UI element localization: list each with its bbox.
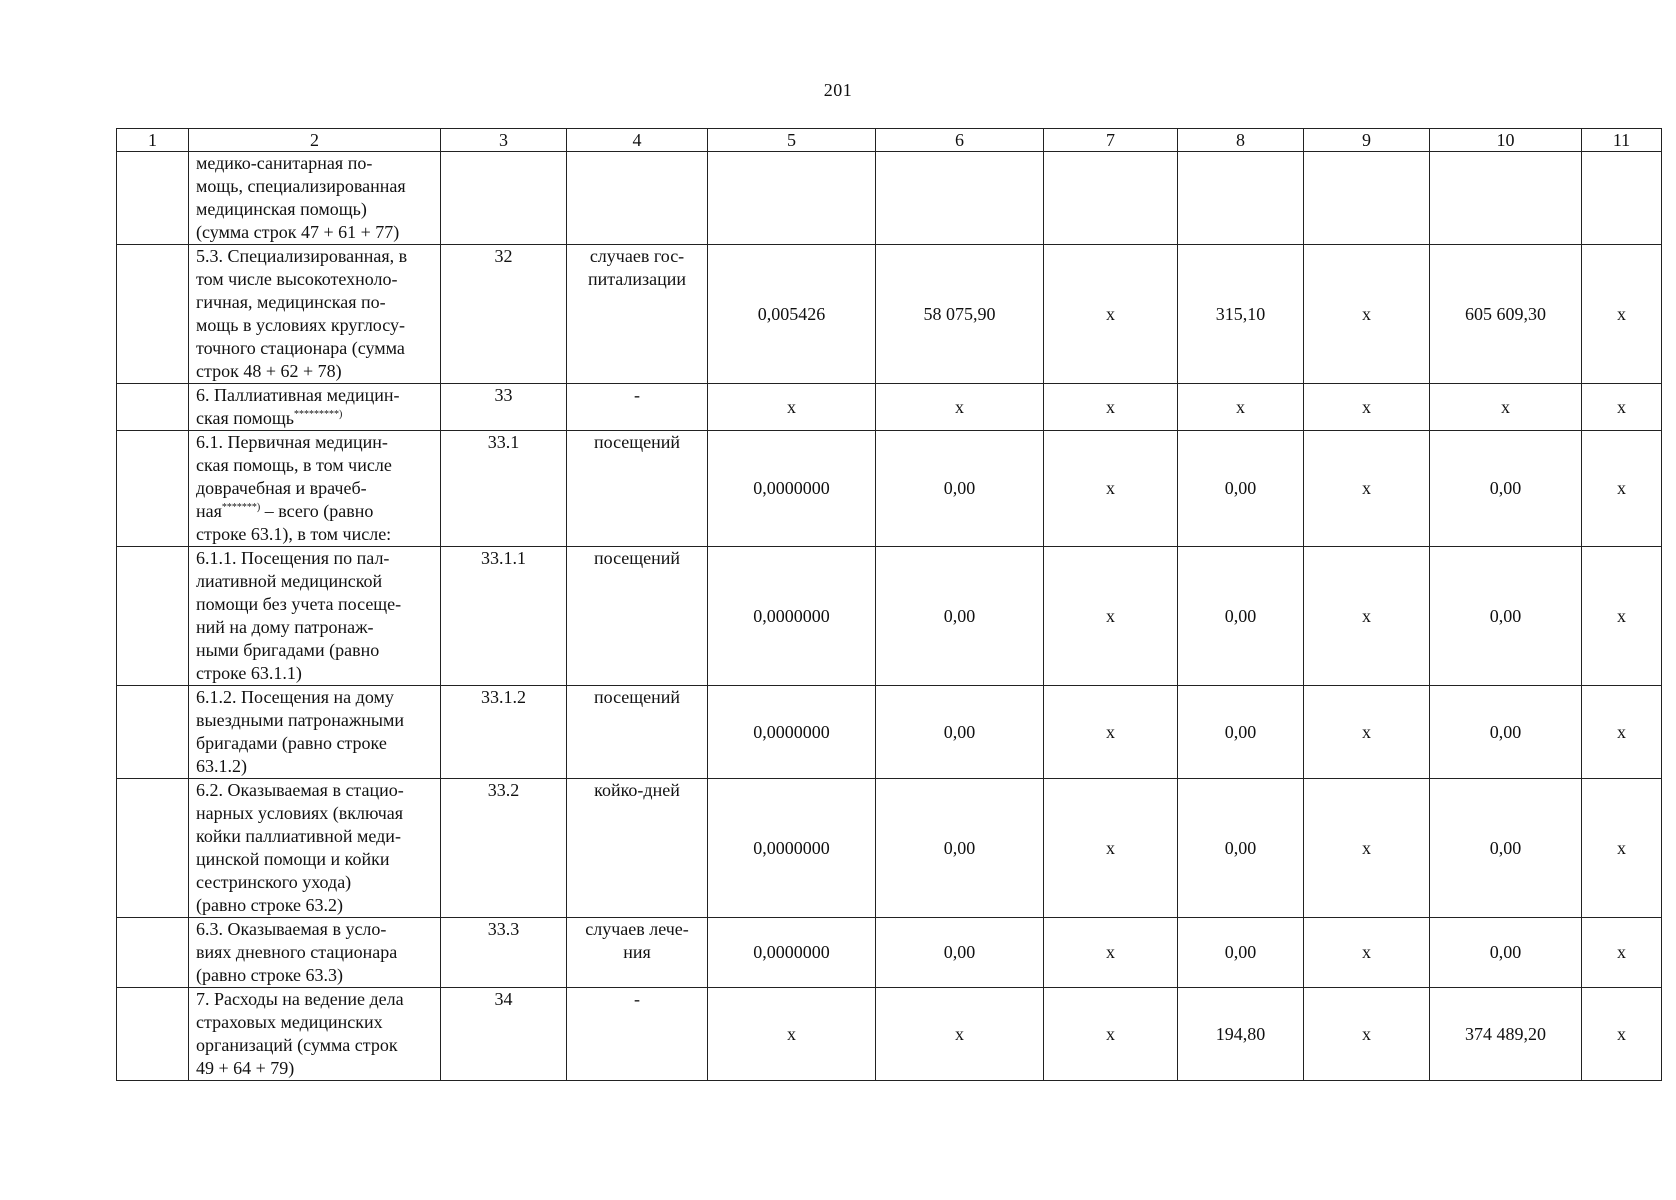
value-cell-9: х (1304, 988, 1430, 1081)
row-unit-cell: случаев лече- ния (567, 918, 708, 988)
column-header: 3 (441, 129, 567, 152)
value-cell-10: 0,00 (1430, 779, 1582, 918)
row-unit-cell: койко-дней (567, 779, 708, 918)
row-name-cell: 6.1.2. Посещения на дому выездными патронажными бригадами (равно строке 63.1.2) (189, 686, 441, 779)
value-cell-9: х (1304, 779, 1430, 918)
row-unit-cell: - (567, 384, 708, 431)
table-row (117, 431, 1662, 547)
row-number-cell (117, 384, 189, 431)
value-cell-7: х (1044, 384, 1178, 431)
value-cell-7: х (1044, 547, 1178, 686)
row-name-cell: медико-санитарная по- мощь, специализированная медицинская помощь) (сумма строк 47 + 61 + 77) (189, 152, 441, 245)
row-code-cell: 33.2 (441, 779, 567, 918)
value-cell-11: х (1582, 686, 1662, 779)
value-cell-7: х (1044, 988, 1178, 1081)
column-header: 2 (189, 129, 441, 152)
table-row (117, 384, 1662, 431)
table-row (117, 779, 1662, 918)
row-name-cell: 6.2. Оказываемая в стацио- нарных условиях (включая койки паллиативной меди- цинской помощи и койки сестринского ухода) (равно строке 63.2) (189, 779, 441, 918)
value-cell-10: 0,00 (1430, 547, 1582, 686)
table-row (117, 547, 1662, 686)
value-cell-5: 0,0000000 (708, 779, 876, 918)
footnote-marker: *********) (293, 409, 343, 420)
value-cell-11: х (1582, 245, 1662, 384)
table-header-row (117, 129, 1662, 152)
row-number-cell (117, 988, 189, 1081)
value-cell-8: 194,80 (1178, 988, 1304, 1081)
row-name-cell: 5.3. Специализированная, в том числе высокотехноло- гичная, медицинская по- мощь в условиях круглосу- точного стационара (сумма строк 48 + 62 + 78) (189, 245, 441, 384)
value-cell-11: х (1582, 779, 1662, 918)
value-cell-5: х (708, 384, 876, 431)
value-cell-6: 0,00 (876, 918, 1044, 988)
value-cell-10 (1430, 152, 1582, 245)
value-cell-5: х (708, 988, 876, 1081)
row-code-cell: 34 (441, 988, 567, 1081)
row-name-cell: 7. Расходы на ведение дела страховых медицинских организаций (сумма строк 49 + 64 + 79) (189, 988, 441, 1081)
column-header: 9 (1304, 129, 1430, 152)
row-number-cell (117, 547, 189, 686)
value-cell-7: х (1044, 779, 1178, 918)
value-cell-7: х (1044, 686, 1178, 779)
value-cell-5: 0,0000000 (708, 547, 876, 686)
table-row (117, 686, 1662, 779)
column-header: 7 (1044, 129, 1178, 152)
row-code-cell: 33.1.2 (441, 686, 567, 779)
table-row (117, 152, 1662, 245)
value-cell-7 (1044, 152, 1178, 245)
column-header: 5 (708, 129, 876, 152)
value-cell-11 (1582, 152, 1662, 245)
value-cell-7: х (1044, 431, 1178, 547)
value-cell-9: х (1304, 431, 1430, 547)
value-cell-6: 0,00 (876, 686, 1044, 779)
value-cell-9: х (1304, 245, 1430, 384)
row-unit-cell: - (567, 988, 708, 1081)
value-cell-9: х (1304, 547, 1430, 686)
value-cell-5: 0,0000000 (708, 686, 876, 779)
row-code-cell (441, 152, 567, 245)
value-cell-11: х (1582, 988, 1662, 1081)
value-cell-11: х (1582, 431, 1662, 547)
row-name-text-after: – всего (равно строке 63.1), в том числе: (196, 501, 392, 544)
row-number-cell (117, 918, 189, 988)
value-cell-6: 0,00 (876, 547, 1044, 686)
value-cell-6: 58 075,90 (876, 245, 1044, 384)
row-unit-cell (567, 152, 708, 245)
row-name-cell: 6.3. Оказываемая в усло- виях дневного стационара (равно строке 63.3) (189, 918, 441, 988)
row-code-cell: 33.3 (441, 918, 567, 988)
value-cell-5 (708, 152, 876, 245)
value-cell-5: 0,005426 (708, 245, 876, 384)
value-cell-7: х (1044, 918, 1178, 988)
table-row (117, 918, 1662, 988)
row-number-cell (117, 779, 189, 918)
row-name-text: 6. Паллиативная медицин- ская помощь (196, 385, 400, 428)
value-cell-10: х (1430, 384, 1582, 431)
row-code-cell: 33.1.1 (441, 547, 567, 686)
value-cell-8: х (1178, 384, 1304, 431)
column-header: 4 (567, 129, 708, 152)
row-number-cell (117, 686, 189, 779)
row-name-text: 6.1. Первичная медицин- ская помощь, в том числе доврачебная и врачеб- ная (196, 432, 392, 521)
value-cell-8 (1178, 152, 1304, 245)
column-header: 11 (1582, 129, 1662, 152)
value-cell-10: 0,00 (1430, 431, 1582, 547)
row-code-cell: 32 (441, 245, 567, 384)
value-cell-5: 0,0000000 (708, 918, 876, 988)
value-cell-6: 0,00 (876, 779, 1044, 918)
column-header: 8 (1178, 129, 1304, 152)
row-unit-cell: посещений (567, 547, 708, 686)
footnote-marker: *******) (221, 502, 261, 513)
value-cell-7: х (1044, 245, 1178, 384)
table-body (117, 152, 1662, 1081)
row-name-cell: 6.1.1. Посещения по пал- лиативной медицинской помощи без учета посеще- ний на дому патронаж- ными бригадами (равно строке 63.1.1) (189, 547, 441, 686)
value-cell-11: х (1582, 918, 1662, 988)
value-cell-8: 0,00 (1178, 918, 1304, 988)
value-cell-10: 374 489,20 (1430, 988, 1582, 1081)
value-cell-6: х (876, 988, 1044, 1081)
row-unit-cell: посещений (567, 686, 708, 779)
value-cell-8: 0,00 (1178, 431, 1304, 547)
value-cell-6: 0,00 (876, 431, 1044, 547)
row-unit-cell: посещений (567, 431, 708, 547)
value-cell-9: х (1304, 686, 1430, 779)
value-cell-11: х (1582, 547, 1662, 686)
column-header: 10 (1430, 129, 1582, 152)
column-header: 1 (117, 129, 189, 152)
value-cell-6: х (876, 384, 1044, 431)
data-table (116, 128, 1662, 1081)
value-cell-8: 0,00 (1178, 779, 1304, 918)
page-number: 201 (823, 80, 853, 100)
value-cell-10: 605 609,30 (1430, 245, 1582, 384)
row-name-cell (189, 384, 441, 431)
row-unit-cell: случаев гос- питализации (567, 245, 708, 384)
value-cell-5: 0,0000000 (708, 431, 876, 547)
value-cell-10: 0,00 (1430, 918, 1582, 988)
value-cell-8: 315,10 (1178, 245, 1304, 384)
value-cell-11: х (1582, 384, 1662, 431)
value-cell-9: х (1304, 384, 1430, 431)
row-number-cell (117, 152, 189, 245)
row-code-cell: 33.1 (441, 431, 567, 547)
value-cell-8: 0,00 (1178, 686, 1304, 779)
value-cell-10: 0,00 (1430, 686, 1582, 779)
table-row (117, 245, 1662, 384)
row-number-cell (117, 431, 189, 547)
value-cell-9 (1304, 152, 1430, 245)
value-cell-8: 0,00 (1178, 547, 1304, 686)
row-name-cell (189, 431, 441, 547)
column-header: 6 (876, 129, 1044, 152)
row-code-cell: 33 (441, 384, 567, 431)
value-cell-9: х (1304, 918, 1430, 988)
table-row (117, 988, 1662, 1081)
row-number-cell (117, 245, 189, 384)
value-cell-6 (876, 152, 1044, 245)
